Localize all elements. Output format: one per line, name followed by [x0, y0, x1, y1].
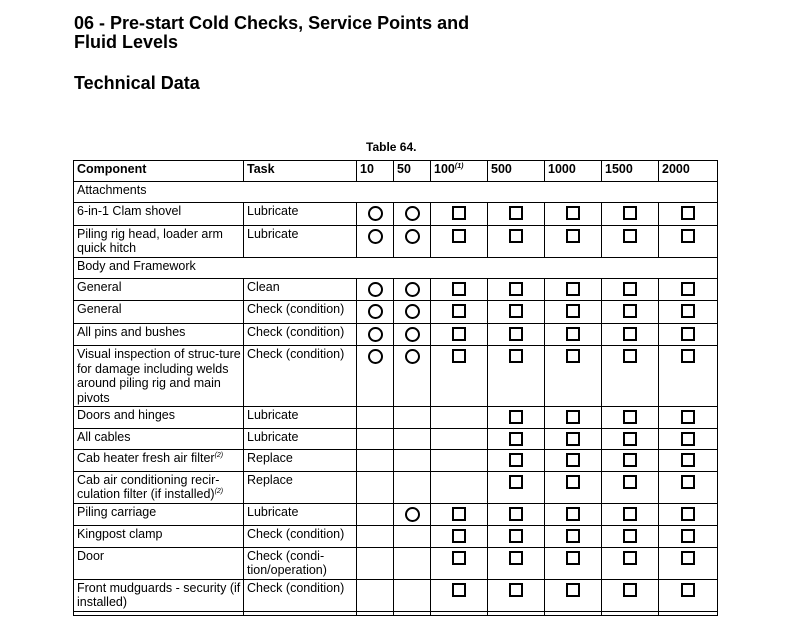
component-label: Piling carriage: [77, 504, 157, 519]
table-row: [74, 471, 718, 503]
square-mark-icon: [681, 583, 695, 597]
task-cell: Check (condi-tion/operation): [244, 547, 357, 579]
square-mark-icon: [509, 304, 523, 318]
interval-cell: [488, 346, 545, 407]
interval-cell: [394, 611, 431, 615]
interval-cell: [659, 547, 718, 579]
interval-cell: [357, 203, 394, 226]
interval-cell: [659, 346, 718, 407]
interval-cell: [659, 471, 718, 503]
square-mark-icon: [623, 432, 637, 446]
component-cell: [74, 225, 244, 257]
table-row: [74, 526, 718, 548]
table-row: [74, 611, 718, 615]
square-mark-icon: [681, 551, 695, 565]
col-header-500: 500: [488, 161, 545, 182]
table-caption: Table 64.: [366, 140, 417, 154]
component-cell: [74, 471, 244, 503]
square-mark-icon: [566, 229, 580, 243]
task-cell: Check (condition): [244, 346, 357, 407]
circle-mark-icon: [368, 327, 383, 342]
footnote-marker: (2): [214, 451, 224, 459]
component-cell: [74, 547, 244, 579]
interval-cell: [659, 579, 718, 611]
table-header-row: [74, 161, 718, 182]
interval-cell: [357, 611, 394, 615]
table-row: [74, 503, 718, 526]
interval-cell: [659, 323, 718, 346]
circle-mark-icon: [405, 304, 420, 319]
interval-cell: [545, 450, 602, 472]
interval-cell: [431, 579, 488, 611]
square-mark-icon: [509, 453, 523, 467]
interval-cell: [659, 301, 718, 324]
task-cell: Replace: [244, 471, 357, 503]
square-mark-icon: [681, 327, 695, 341]
interval-cell: [602, 611, 659, 615]
component-label: General: [77, 279, 122, 294]
interval-cell: [431, 611, 488, 615]
col-header-50: 50: [394, 161, 431, 182]
interval-cell: [357, 346, 394, 407]
interval-cell: [394, 450, 431, 472]
interval-cell: [394, 346, 431, 407]
component-cell: [74, 579, 244, 611]
task-cell: Lubricate: [244, 503, 357, 526]
component-cell: [74, 503, 244, 526]
interval-cell: [659, 428, 718, 450]
component-cell: [74, 346, 244, 407]
interval-cell: [394, 203, 431, 226]
square-mark-icon: [681, 282, 695, 296]
component-cell: [74, 407, 244, 429]
task-cell: Clean: [244, 278, 357, 301]
interval-cell: [357, 526, 394, 548]
interval-cell: [545, 346, 602, 407]
square-mark-icon: [566, 327, 580, 341]
square-mark-icon: [623, 507, 637, 521]
square-mark-icon: [566, 349, 580, 363]
square-mark-icon: [566, 282, 580, 296]
square-mark-icon: [452, 349, 466, 363]
square-mark-icon: [681, 410, 695, 424]
square-mark-icon: [681, 349, 695, 363]
square-mark-icon: [623, 206, 637, 220]
interval-cell: [488, 526, 545, 548]
task-cell: Lubricate: [244, 203, 357, 226]
interval-cell: [357, 428, 394, 450]
square-mark-icon: [566, 453, 580, 467]
square-mark-icon: [566, 529, 580, 543]
interval-cell: [394, 428, 431, 450]
component-label: All pins and bushes: [77, 324, 186, 339]
interval-cell: [545, 611, 602, 615]
circle-mark-icon: [405, 282, 420, 297]
square-mark-icon: [566, 583, 580, 597]
col-header-1000: 1000: [545, 161, 602, 182]
square-mark-icon: [623, 282, 637, 296]
interval-cell: [357, 450, 394, 472]
interval-cell: [602, 503, 659, 526]
component-label: Kingpost clamp: [77, 527, 163, 541]
component-label: Cab air conditioning recir-culation filter (if installed): [77, 472, 220, 501]
square-mark-icon: [452, 229, 466, 243]
square-mark-icon: [452, 304, 466, 318]
square-mark-icon: [452, 282, 466, 296]
interval-cell: [431, 526, 488, 548]
component-label: Visual inspection of struc-ture for damage including welds around piling rig and main pivots: [77, 347, 241, 405]
square-mark-icon: [566, 551, 580, 565]
square-mark-icon: [509, 475, 523, 489]
square-mark-icon: [452, 583, 466, 597]
square-mark-icon: [509, 349, 523, 363]
section-label: Body and Framework: [74, 257, 718, 278]
component-cell: [74, 301, 244, 324]
col-header-100: [431, 161, 488, 182]
task-cell: Lubricate: [244, 407, 357, 429]
component-cell: [74, 278, 244, 301]
interval-cell: [545, 503, 602, 526]
interval-cell: [357, 301, 394, 324]
circle-mark-icon: [405, 327, 420, 342]
interval-cell: [431, 450, 488, 472]
circle-mark-icon: [405, 349, 420, 364]
service-schedule-table: [73, 160, 718, 616]
interval-cell: [431, 547, 488, 579]
interval-cell: [602, 428, 659, 450]
page-title: 06 - Pre-start Cold Checks, Service Points and Fluid Levels: [74, 13, 470, 52]
table-row: [74, 428, 718, 450]
interval-cell: [488, 225, 545, 257]
interval-cell: [488, 428, 545, 450]
table-row: [74, 278, 718, 301]
interval-cell: [357, 503, 394, 526]
table-row: [74, 547, 718, 579]
interval-cell: [431, 203, 488, 226]
interval-cell: [488, 547, 545, 579]
component-cell: [74, 428, 244, 450]
footnote-marker: (2): [214, 487, 224, 495]
square-mark-icon: [566, 410, 580, 424]
interval-cell: [488, 407, 545, 429]
interval-cell: [357, 278, 394, 301]
square-mark-icon: [623, 327, 637, 341]
interval-cell: [431, 278, 488, 301]
col-header-1500: 1500: [602, 161, 659, 182]
col-header-task: Task: [244, 161, 357, 182]
section-label: Attachments: [74, 182, 718, 203]
square-mark-icon: [452, 529, 466, 543]
square-mark-icon: [681, 529, 695, 543]
square-mark-icon: [681, 475, 695, 489]
interval-cell: [602, 526, 659, 548]
square-mark-icon: [681, 507, 695, 521]
table-row: [74, 407, 718, 429]
col-header-10: 10: [357, 161, 394, 182]
task-cell: Check (condition): [244, 526, 357, 548]
square-mark-icon: [623, 529, 637, 543]
col-header-component: Component: [74, 161, 244, 182]
square-mark-icon: [509, 206, 523, 220]
interval-cell: [659, 611, 718, 615]
interval-cell: [488, 579, 545, 611]
square-mark-icon: [566, 432, 580, 446]
interval-cell: [394, 471, 431, 503]
interval-cell: [488, 611, 545, 615]
interval-cell: [431, 471, 488, 503]
interval-cell: [394, 225, 431, 257]
interval-cell: [602, 301, 659, 324]
interval-cell: [431, 301, 488, 324]
square-mark-icon: [566, 507, 580, 521]
interval-cell: [659, 278, 718, 301]
component-cell: [74, 323, 244, 346]
square-mark-icon: [566, 475, 580, 489]
interval-cell: [394, 503, 431, 526]
table-row: [74, 323, 718, 346]
square-mark-icon: [623, 229, 637, 243]
interval-cell: [659, 526, 718, 548]
interval-cell: [602, 450, 659, 472]
square-mark-icon: [509, 432, 523, 446]
component-label: Piling rig head, loader arm quick hitch: [77, 226, 223, 255]
task-cell: Lubricate: [244, 428, 357, 450]
square-mark-icon: [623, 583, 637, 597]
square-mark-icon: [509, 410, 523, 424]
circle-mark-icon: [368, 282, 383, 297]
component-cell: [74, 526, 244, 548]
component-label: Door: [77, 548, 105, 563]
interval-cell: [545, 278, 602, 301]
square-mark-icon: [623, 475, 637, 489]
square-mark-icon: [452, 206, 466, 220]
component-cell: [74, 203, 244, 226]
interval-cell: [431, 225, 488, 257]
interval-cell: [394, 547, 431, 579]
interval-cell: [602, 471, 659, 503]
interval-cell: [431, 407, 488, 429]
interval-cell: [431, 503, 488, 526]
square-mark-icon: [509, 529, 523, 543]
interval-cell: [602, 547, 659, 579]
task-cell: Replace: [244, 450, 357, 472]
task-cell: Check (condition): [244, 323, 357, 346]
square-mark-icon: [681, 453, 695, 467]
interval-cell: [545, 428, 602, 450]
interval-cell: [488, 471, 545, 503]
interval-cell: [394, 301, 431, 324]
interval-cell: [488, 301, 545, 324]
square-mark-icon: [509, 229, 523, 243]
interval-cell: [394, 278, 431, 301]
square-mark-icon: [566, 206, 580, 220]
square-mark-icon: [681, 229, 695, 243]
circle-mark-icon: [405, 507, 420, 522]
square-mark-icon: [509, 551, 523, 565]
interval-cell: [602, 225, 659, 257]
interval-cell: [659, 450, 718, 472]
interval-cell: [659, 503, 718, 526]
interval-cell: [488, 278, 545, 301]
interval-cell: [394, 579, 431, 611]
component-label: All cables: [77, 429, 131, 444]
interval-cell: [659, 203, 718, 226]
interval-cell: [394, 407, 431, 429]
interval-cell: [659, 225, 718, 257]
interval-cell: [545, 407, 602, 429]
interval-cell: [545, 471, 602, 503]
interval-cell: [357, 547, 394, 579]
interval-cell: [394, 323, 431, 346]
component-label: 6-in-1 Clam shovel: [77, 204, 182, 218]
interval-cell: [602, 579, 659, 611]
square-mark-icon: [681, 304, 695, 318]
interval-cell: [431, 428, 488, 450]
col-header-100-label: 100: [434, 162, 455, 176]
footnote-marker: (1): [454, 162, 464, 170]
square-mark-icon: [509, 507, 523, 521]
task-cell: Check (condition): [244, 301, 357, 324]
interval-cell: [357, 407, 394, 429]
table-section-row: [74, 182, 718, 203]
square-mark-icon: [509, 327, 523, 341]
table-body: [74, 182, 718, 616]
square-mark-icon: [681, 432, 695, 446]
interval-cell: [545, 526, 602, 548]
col-header-2000: 2000: [659, 161, 718, 182]
interval-cell: [602, 346, 659, 407]
square-mark-icon: [509, 282, 523, 296]
square-mark-icon: [623, 410, 637, 424]
circle-mark-icon: [405, 229, 420, 244]
square-mark-icon: [452, 507, 466, 521]
table-row: [74, 225, 718, 257]
square-mark-icon: [566, 304, 580, 318]
square-mark-icon: [681, 206, 695, 220]
component-label: Doors and hinges: [77, 408, 175, 422]
interval-cell: [602, 203, 659, 226]
interval-cell: [357, 579, 394, 611]
square-mark-icon: [509, 583, 523, 597]
section-heading: Technical Data: [74, 73, 200, 93]
interval-cell: [545, 547, 602, 579]
interval-cell: [488, 323, 545, 346]
interval-cell: [659, 407, 718, 429]
interval-cell: [602, 407, 659, 429]
square-mark-icon: [452, 327, 466, 341]
interval-cell: [602, 323, 659, 346]
component-label: General: [77, 302, 122, 316]
interval-cell: [394, 526, 431, 548]
task-cell: Lubricate: [244, 225, 357, 257]
table-section-row: [74, 257, 718, 278]
square-mark-icon: [623, 349, 637, 363]
interval-cell: [357, 323, 394, 346]
circle-mark-icon: [368, 229, 383, 244]
table-row: [74, 346, 718, 407]
interval-cell: [357, 471, 394, 503]
square-mark-icon: [623, 551, 637, 565]
interval-cell: [545, 579, 602, 611]
table-row: [74, 450, 718, 472]
component-cell: [74, 450, 244, 472]
interval-cell: [488, 203, 545, 226]
interval-cell: [602, 278, 659, 301]
circle-mark-icon: [368, 349, 383, 364]
circle-mark-icon: [368, 304, 383, 319]
task-cell: Check (condition): [244, 579, 357, 611]
interval-cell: [545, 301, 602, 324]
circle-mark-icon: [405, 206, 420, 221]
component-label: Cab heater fresh air filter: [77, 451, 215, 465]
circle-mark-icon: [368, 206, 383, 221]
interval-cell: [545, 203, 602, 226]
square-mark-icon: [452, 551, 466, 565]
interval-cell: [488, 450, 545, 472]
interval-cell: [357, 225, 394, 257]
interval-cell: [488, 503, 545, 526]
square-mark-icon: [623, 304, 637, 318]
interval-cell: [545, 323, 602, 346]
interval-cell: [431, 323, 488, 346]
interval-cell: [545, 225, 602, 257]
interval-cell: [431, 346, 488, 407]
component-label: Front mudguards - security (if installed): [77, 580, 241, 609]
table-row: [74, 579, 718, 611]
component-cell: [74, 611, 244, 615]
task-cell: [244, 611, 357, 615]
table-row: [74, 301, 718, 324]
table-row: [74, 203, 718, 226]
square-mark-icon: [623, 453, 637, 467]
